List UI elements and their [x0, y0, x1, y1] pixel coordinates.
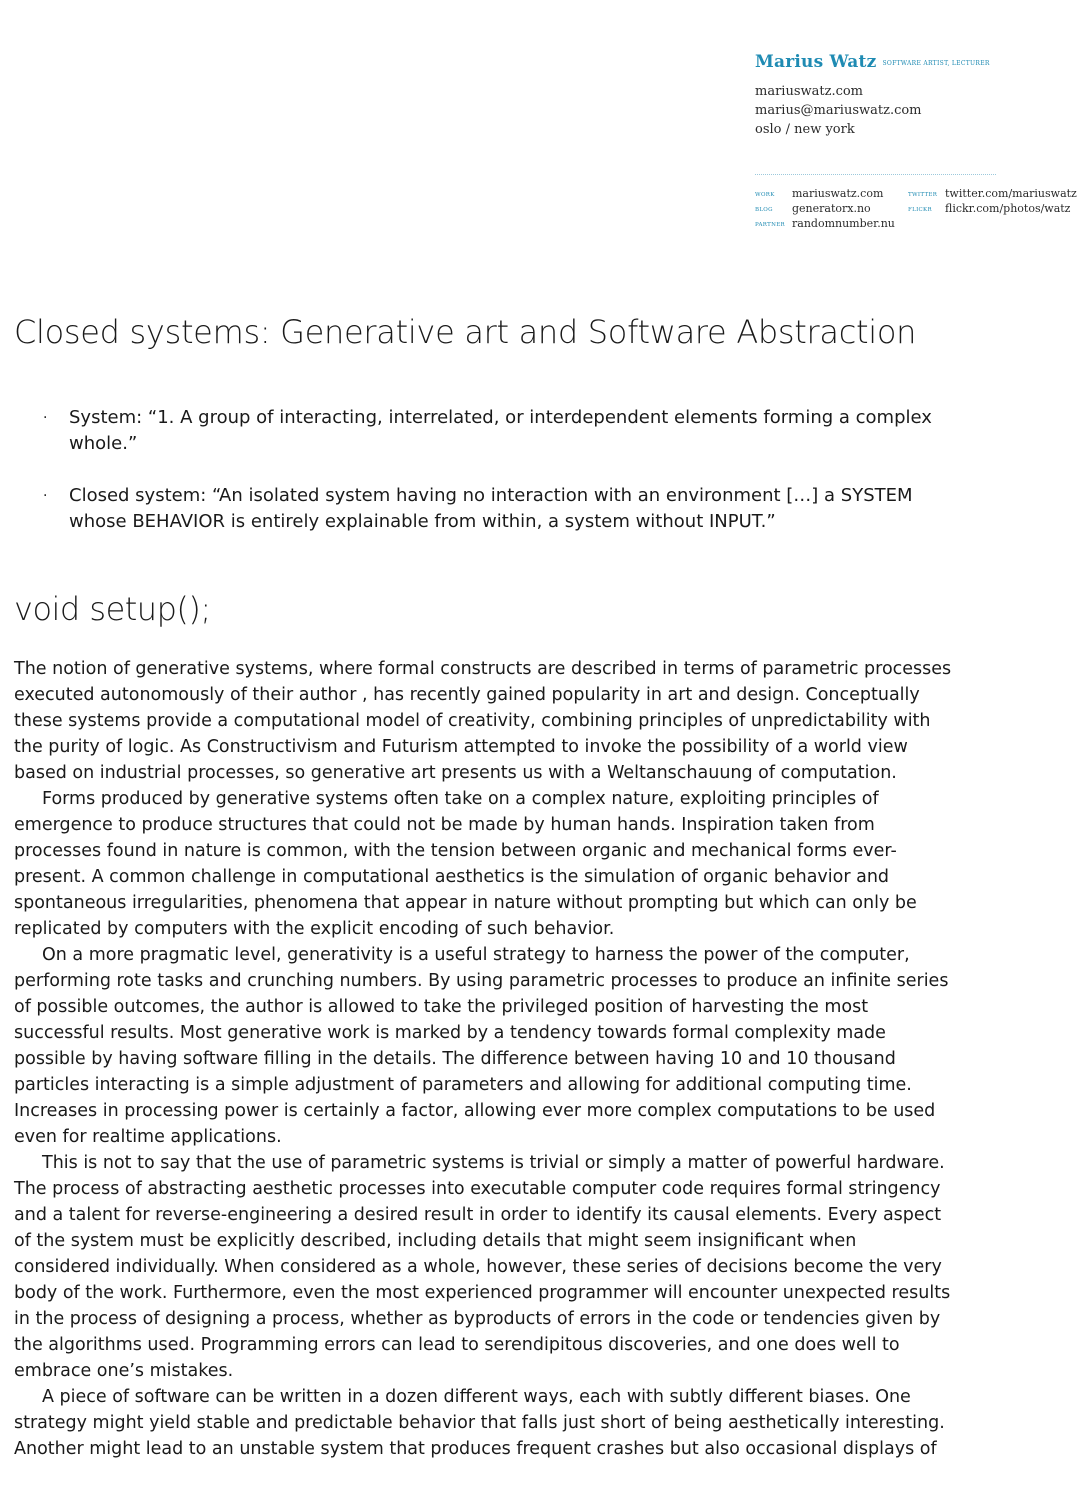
bullet-icon: ·: [43, 488, 48, 504]
link-tag: WORK: [755, 192, 775, 198]
link-value[interactable]: generatorx.no: [792, 202, 871, 215]
link-flickr[interactable]: [908, 197, 1071, 215]
link-list: [755, 182, 1077, 232]
definition-list: [14, 405, 934, 561]
link-partner[interactable]: [755, 212, 895, 230]
link-work[interactable]: [755, 182, 884, 200]
author-name: Marius Watz: [755, 52, 877, 72]
bullet-icon: ·: [43, 410, 48, 426]
definition-text: System: “1. A group of interacting, interrelated, or interdependent elements forming a complex whole.”: [69, 407, 932, 454]
link-tag: BLOG: [755, 207, 773, 213]
link-twitter[interactable]: [908, 182, 1077, 200]
contact-location: oslo / new york: [755, 122, 855, 137]
link-value[interactable]: randomnumber.nu: [792, 217, 895, 230]
paragraph: The notion of generative systems, where formal constructs are described in terms of parametric processes executed autonomously of their author , has recently gained popularity in art and design. Conceptually these systems provide a computational model of creativity, combining principles of unpredictability with the purity of logic. As Constructivism and Futurism attempted to invoke the possibility of a world view based on industrial processes, so generative art presents us with a Weltanschauung of computation.: [14, 659, 952, 783]
link-blog[interactable]: [755, 197, 871, 215]
letterhead: [755, 52, 996, 139]
contact-website[interactable]: mariuswatz.com: [755, 84, 864, 99]
definition-text: Closed system: “An isolated system having no interaction with an environment […] a SYSTEM whose BEHAVIOR is entirely explainable from within, a system without INPUT.”: [69, 485, 913, 532]
link-tag: TWITTER: [908, 192, 938, 198]
definition-closed-system: [14, 483, 934, 535]
letterhead-divider: [755, 174, 996, 175]
definition-system: [14, 405, 934, 457]
contact-email[interactable]: marius@mariuswatz.com: [755, 103, 922, 118]
paragraph: Forms produced by generative systems often take on a complex nature, exploiting principles of emergence to produce structures that could not be made by human hands. Inspiration taken from processes found in nature is common, with the tension between organic and mechanical forms ever-present. A common challenge in computational aesthetics is the simulation of organic behavior and spontaneous irregularities, phenomena that appear in nature without prompting but which can only be replicated by computers with the explicit encoding of such behavior.: [14, 789, 917, 939]
contact-block: [755, 82, 996, 139]
link-value[interactable]: twitter.com/mariuswatz: [945, 187, 1077, 200]
document-title: Closed systems: Generative art and Software Abstraction: [14, 313, 917, 351]
author-role: SOFTWARE ARTIST, LECTURER: [882, 60, 990, 67]
paragraph: A piece of software can be written in a dozen different ways, each with subtly different biases. One strategy might yield stable and predictable behavior that falls just short of being aesthetically interesting. Another might lead to an unstable system that produces frequent crashes but also occasional displays of: [14, 1387, 945, 1459]
author-line: [755, 52, 996, 78]
link-value[interactable]: mariuswatz.com: [792, 187, 884, 200]
link-value[interactable]: flickr.com/photos/watz: [945, 202, 1071, 215]
paragraph: On a more pragmatic level, generativity is a useful strategy to harness the power of the computer, performing rote tasks and crunching numbers. By using parametric processes to produce an infinite series of possible outcomes, the author is allowed to take the privileged position of harvesting the most successful results. Most generative work is marked by a tendency towards formal complexity made possible by having software filling in the details. The difference between having 10 and 10 thousand particles interacting is a simple adjustment of parameters and allowing for additional computing time. Increases in processing power is certainly a factor, allowing ever more complex computations to be used even for realtime applications.: [14, 945, 949, 1147]
body-text: [14, 656, 954, 1462]
link-tag: PARTNER: [755, 222, 785, 228]
link-tag: FLICKR: [908, 207, 932, 213]
paragraph: This is not to say that the use of parametric systems is trivial or simply a matter of powerful hardware. The process of abstracting aesthetic processes into executable computer code requires formal stringency and a talent for reverse-engineering a desired result in order to identify its causal elements. Every aspect of the system must be explicitly described, including details that might seem insignificant when considered individually. When considered as a whole, however, these series of decisions become the very body of the work. Furthermore, even the most experienced programmer will encounter unexpected results in the process of designing a process, whether as byproducts of errors in the code or tendencies given by the algorithms used. Programming errors can lead to serendipitous discoveries, and one does well to embrace one’s mistakes.: [14, 1153, 951, 1381]
section-heading: void setup();: [14, 590, 211, 628]
